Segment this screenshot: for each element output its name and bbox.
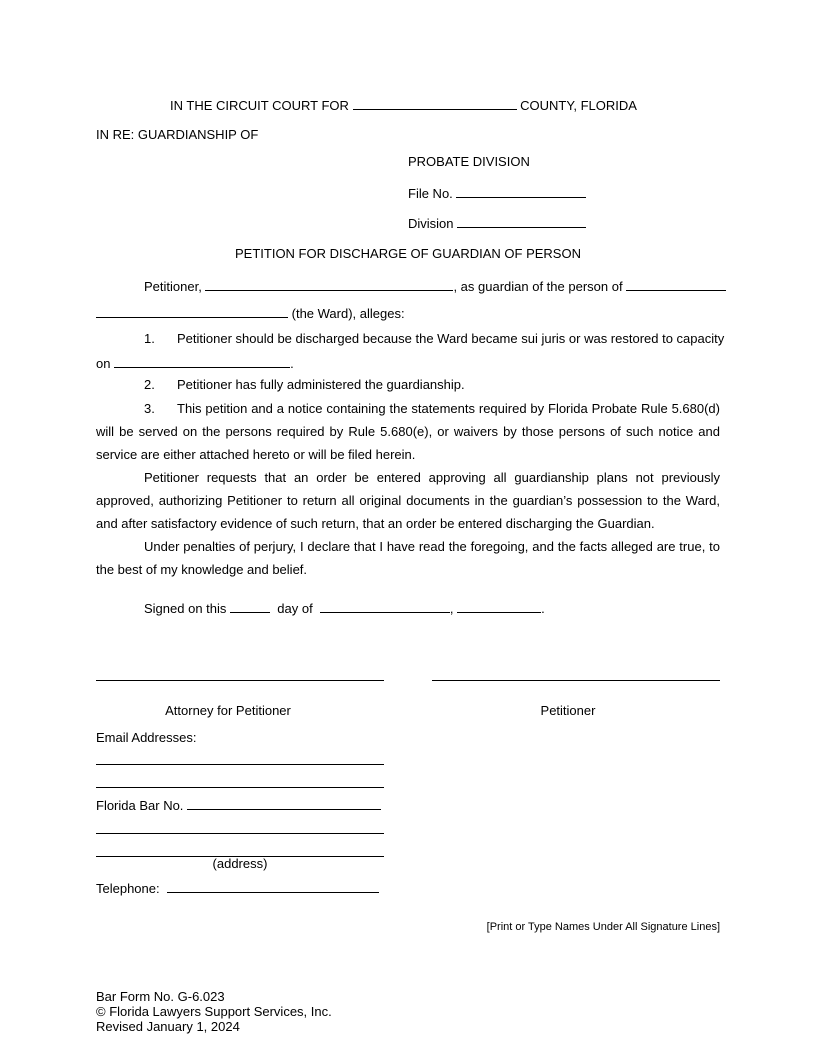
signed-day-blank[interactable] xyxy=(230,600,270,613)
signed-comma: , xyxy=(449,601,454,616)
email-line-2[interactable] xyxy=(96,787,384,788)
division-label: Division xyxy=(408,216,454,231)
day-of-label: day of xyxy=(277,601,313,616)
item-1-text: Petitioner should be discharged because the Ward became sui juris or was restored to capacity xyxy=(177,331,725,346)
item-2 xyxy=(144,377,465,393)
court-caption xyxy=(170,97,637,114)
address-line-1[interactable] xyxy=(96,833,384,834)
intro-line-1 xyxy=(144,278,726,295)
copyright-notice: © Florida Lawyers Support Services, Inc. xyxy=(96,1004,332,1019)
item-1-number: 1. xyxy=(144,331,155,346)
item-1-period: . xyxy=(290,356,294,371)
division-row xyxy=(408,215,586,232)
item-2-text: Petitioner has fully administered the guardianship. xyxy=(177,377,465,392)
probate-division: PROBATE DIVISION xyxy=(408,154,530,169)
bar-no-label: Florida Bar No. xyxy=(96,798,184,813)
petitioner-label-signature: Petitioner xyxy=(540,703,596,718)
signed-on-row xyxy=(144,600,545,617)
file-no-label: File No. xyxy=(408,186,453,201)
guardian-text: , as guardian of the person of xyxy=(453,279,623,294)
telephone-label: Telephone: xyxy=(96,881,160,896)
restored-date-blank[interactable] xyxy=(114,355,290,368)
ward-name-blank-2[interactable] xyxy=(96,305,288,318)
print-names-note: [Print or Type Names Under All Signature Lines] xyxy=(486,921,720,933)
in-re-guardianship: IN RE: GUARDIANSHIP OF xyxy=(96,127,259,142)
county-blank[interactable] xyxy=(353,97,517,110)
bar-form-number: Bar Form No. G-6.023 xyxy=(96,989,225,1004)
ward-text: (the Ward), alleges: xyxy=(291,306,405,321)
item-3-number: 3. xyxy=(144,401,155,416)
signed-month-blank[interactable] xyxy=(320,600,450,613)
file-no-blank[interactable] xyxy=(456,185,586,198)
signed-period: . xyxy=(541,601,545,616)
telephone-blank[interactable] xyxy=(167,880,379,893)
item-3 xyxy=(96,397,720,466)
court-suffix: COUNTY, FLORIDA xyxy=(520,98,637,113)
item-3-text: This petition and a notice containing the statements required by Florida Probate Rule 5.680(d) will be served on the persons required by Rule 5.680(e), or waivers by those persons of such notice and service are either attached hereto or will be filed herein. xyxy=(96,401,720,462)
declaration-paragraph: Under penalties of perjury, I declare that I have read the foregoing, and the facts alleged are true, to the best of my knowledge and belief. xyxy=(96,539,720,577)
document-title: PETITION FOR DISCHARGE OF GUARDIAN OF PERSON xyxy=(235,246,581,261)
court-prefix: IN THE CIRCUIT COURT FOR xyxy=(170,98,349,113)
signed-year-blank[interactable] xyxy=(457,600,541,613)
address-label: (address) xyxy=(212,856,268,871)
petitioner-name-blank[interactable] xyxy=(205,278,453,291)
item-1 xyxy=(144,331,725,347)
item-1-on: on xyxy=(96,356,111,371)
signed-prefix: Signed on this xyxy=(144,601,227,616)
intro-line-2 xyxy=(96,305,405,322)
bar-no-row xyxy=(96,797,381,814)
email-label: Email Addresses: xyxy=(96,730,197,745)
petitioner-label: Petitioner, xyxy=(144,279,202,294)
file-no-row xyxy=(408,185,586,202)
email-line-1[interactable] xyxy=(96,764,384,765)
attorney-signature-line[interactable] xyxy=(96,680,384,681)
item-2-number: 2. xyxy=(144,377,155,392)
petitioner-signature-line[interactable] xyxy=(432,680,720,681)
telephone-row xyxy=(96,880,379,897)
request-paragraph: Petitioner requests that an order be entered approving all guardianship plans not previously approved, authorizing Petitioner to return all original documents in the guardian’s possession to the Ward, and after satisfactory evidence of such return, that an order be entered discharging the Guardian. xyxy=(96,470,720,531)
bar-no-blank[interactable] xyxy=(187,797,381,810)
attorney-label: Attorney for Petitioner xyxy=(165,703,291,718)
ward-name-blank-1[interactable] xyxy=(626,278,726,291)
item-1-continuation xyxy=(96,355,294,372)
division-blank[interactable] xyxy=(457,215,586,228)
revised-date: Revised January 1, 2024 xyxy=(96,1019,240,1034)
